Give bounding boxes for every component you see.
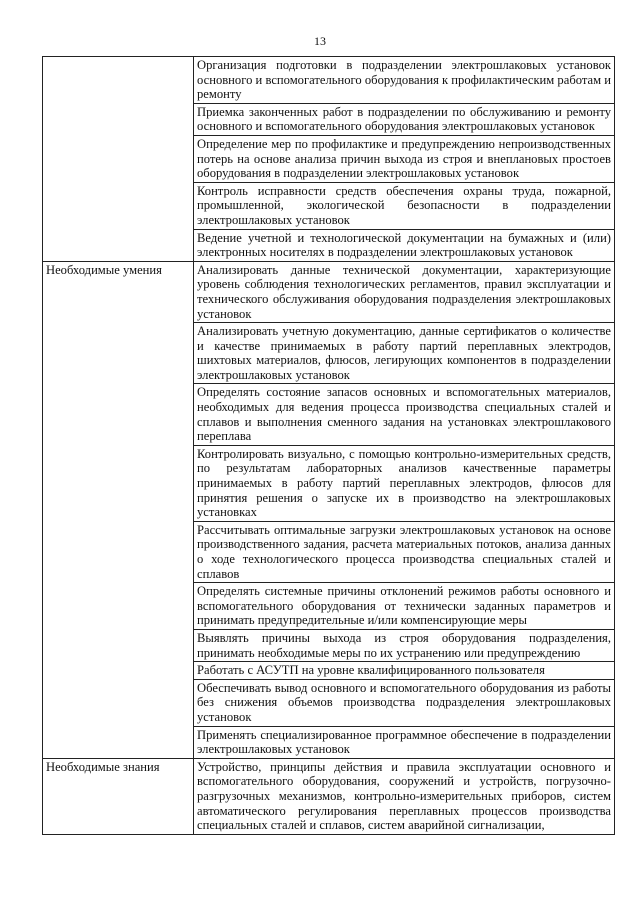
skill-cell: Анализировать учетную документацию, данные сертификатов о количестве и качестве принимаемых в работу партий переплавных электродов, шихтовых материалов, флюсов, легирующих компонентов в подразделении электрошлаковых установок — [194, 323, 615, 384]
skills-label: Необходимые умения — [43, 261, 194, 758]
skill-cell: Применять специализированное программное обеспечение в подразделении электрошлаковых установок — [194, 726, 615, 758]
action-cell: Приемка законченных работ в подразделении по обслуживанию и ремонту основного и вспомогательного оборудования электрошлаковых установок — [194, 103, 615, 135]
skill-cell: Выявлять причины выхода из строя оборудования подразделения, принимать необходимые меры по их устранению или предупреждению — [194, 629, 615, 661]
skill-cell: Работать с АСУТП на уровне квалифицированного пользователя — [194, 662, 615, 680]
table-row — [43, 57, 615, 104]
action-cell: Ведение учетной и технологической документации на бумажных и (или) электронных носителях в подразделении электрошлаковых установок — [194, 229, 615, 261]
skill-cell: Рассчитывать оптимальные загрузки электрошлаковых установок на основе производственного задания, расчета материальных потоков, анализа данных о ходе технологического процесса производства специальных сталей и сплавов — [194, 521, 615, 582]
table-row — [43, 758, 615, 834]
label-cell-empty — [43, 57, 194, 262]
knowledge-cell: Устройство, принципы действия и правила эксплуатации основного и вспомогательного оборудования, сооружений и устройств, погрузочно-разгрузочных механизмов, контрольно-измерительных приборов, систем автоматического регулирования переплавных процессов производства специальных сталей и сплавов, систем аварийной сигнализации, — [194, 758, 615, 834]
action-cell: Определение мер по профилактике и предупреждению непроизводственных потерь на основе анализа причин выхода из строя и внеплановых простоев оборудования в подразделении электрошлаковых установок — [194, 135, 615, 182]
skill-cell: Контролировать визуально, с помощью контрольно-измерительных средств, по результатам лабораторных анализов качественные параметры принимаемых в работу партий переплавных электродов, флюсов для принятия решения о запуске их в производство на электрошлаковых установках — [194, 445, 615, 521]
skill-cell: Анализировать данные технической документации, характеризующие уровень соблюдения технологических регламентов, правил эксплуатации и технического обслуживания оборудования подразделения электрошлаковых установок — [194, 261, 615, 322]
skill-cell: Определять состояние запасов основных и вспомогательных материалов, необходимых для ведения процесса производства специальных сталей и сплавов и выполнения сменного задания на установках электрошлакового переплава — [194, 384, 615, 445]
knowledge-label: Необходимые знания — [43, 758, 194, 834]
action-cell: Организация подготовки в подразделении электрошлаковых установок основного и вспомогательного оборудования к профилактическим работам и ремонту — [194, 57, 615, 104]
action-cell: Контроль исправности средств обеспечения охраны труда, пожарной, промышленной, экологической безопасности в подразделении электрошлаковых установок — [194, 182, 615, 229]
skill-cell: Обеспечивать вывод основного и вспомогательного оборудования из работы без снижения объемов производства подразделения электрошлаковых установок — [194, 679, 615, 726]
skill-cell: Определять системные причины отклонений режимов работы основного и вспомогательного оборудования от технически заданных параметров и принимать предупредительные и/или компенсирующие меры — [194, 583, 615, 630]
table-row — [43, 261, 615, 322]
page-number: 13 — [314, 34, 326, 48]
competency-table — [42, 56, 615, 835]
